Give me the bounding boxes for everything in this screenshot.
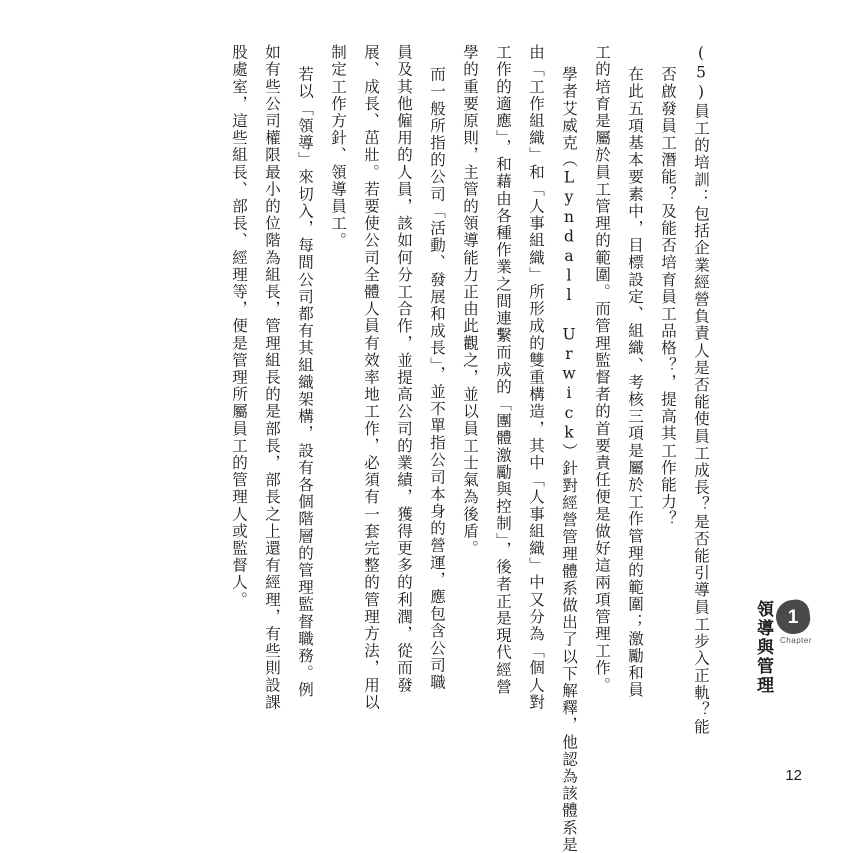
text-column: 制定工作方針、領導員工。 <box>329 44 347 250</box>
chapter-number-badge <box>776 600 812 645</box>
page-number: 12 <box>785 767 802 784</box>
text-column: 若以「領導」來切入，每間公司都有其組織架構，設有各個階層的管理監督職務。例 <box>296 66 314 699</box>
text-column: 在此五項基本要素中，目標設定、組織、考核三項是屬於工作管理的範圍；激勵和員 <box>626 66 644 699</box>
text-column: 員及其他僱用的人員，該如何分工合作，並提高公司的業績，獲得更多的利潤，從而發 <box>395 44 413 694</box>
text-column: 工的培育是屬於員工管理的範圍。而管理監督者的首要責任便是做好這兩項管理工作。 <box>593 44 611 694</box>
text-column: 學的重要原則，主管的領導能力正由此觀之，並以員工士氣為後盾。 <box>461 44 479 557</box>
chapter-running-head <box>751 600 812 695</box>
vertical-text-body <box>58 44 710 853</box>
chapter-number: 1 <box>787 606 799 628</box>
text-column: 工作的適應」，和藉由各種作業之間連繫而成的「團體激勵與控制」，後者正是現代經營 <box>494 44 512 696</box>
text-column: (5)員工的培訓：包括企業經營負責人是否能使員工成長？是否能引導員工步入正軌？能 <box>692 44 710 736</box>
text-column: 學者艾威克（Lyndall Urwick）針對經營管理體系做出了以下解釋，他認為該體系是 <box>560 66 578 853</box>
text-column: 否啟發員工潛能？及能否培育員工品格？，提高其工作能力？ <box>659 66 677 528</box>
text-column: 展、成長、茁壯。若要使公司全體人員有效率地工作，必須有一套完整的管理方法，用以 <box>362 44 380 711</box>
text-column: 而一般所指的公司「活動、發展和成長」，並不單指公司本身的營運，應包含公司職 <box>428 66 446 691</box>
text-column: 股處室，這些組長、部長、經理等，便是管理所屬員工的管理人或監督人。 <box>230 44 248 609</box>
text-column: 由「工作組織」和「人事組織」所形成的雙重構造，其中「人事組織」中又分為「個人對 <box>527 44 545 711</box>
text-column: 如有些公司權限最小的位階為組長，管理組長的是部長，部長之上還有經理，有些則設課 <box>263 44 281 711</box>
chapter-title: 領導與管理 <box>753 600 773 695</box>
chapter-word-label: Chapter <box>780 636 812 645</box>
